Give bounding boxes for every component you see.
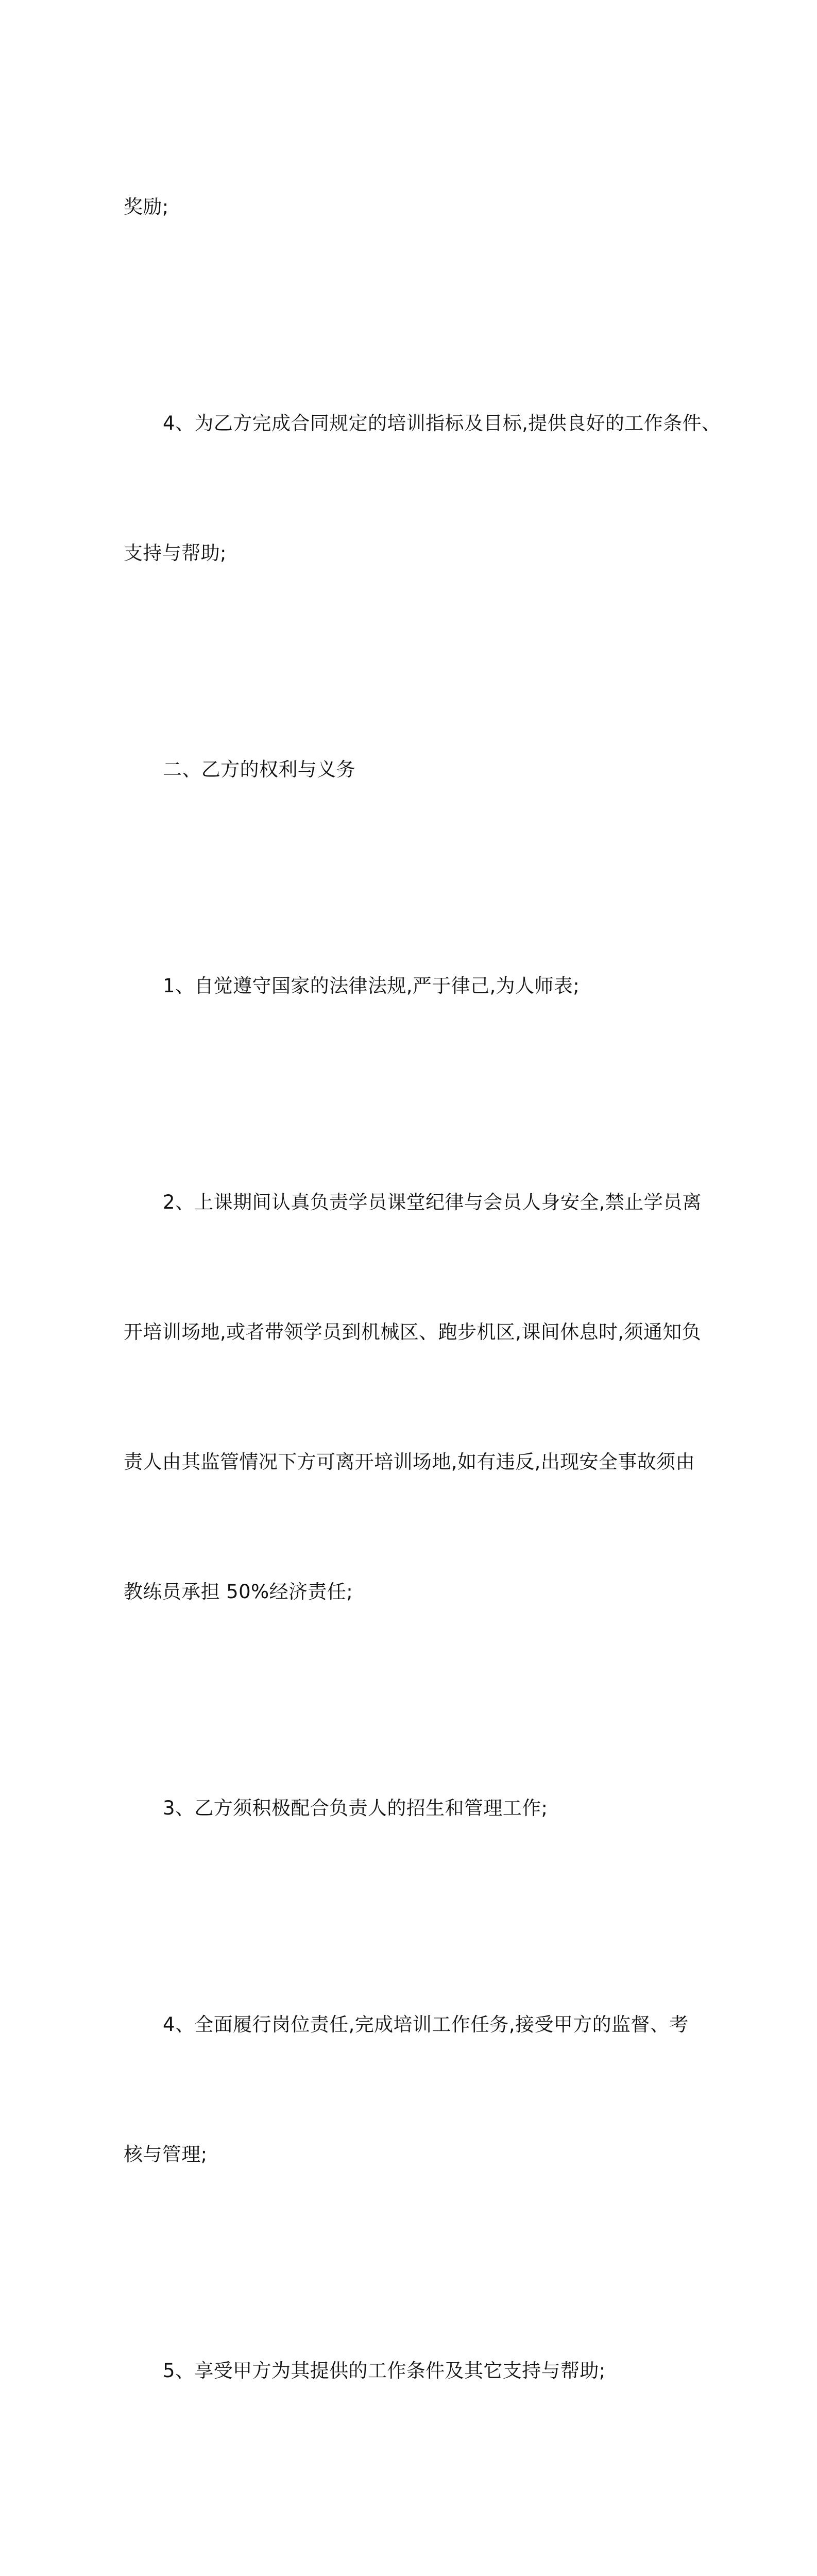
section-heading: 二、乙方的权利与义务 — [163, 758, 355, 781]
paragraph-item-2 — [124, 1094, 701, 1700]
text-line: 2、上课期间认真负责学员课堂纪律与会员人身安全,禁止学员离 — [163, 1191, 702, 1213]
paragraph-item-5 — [124, 2263, 701, 2479]
text-line: 4、全面履行岗位责任,完成培训工作任务,接受甲方的监督、考 — [163, 2013, 689, 2036]
paragraph-party-a-item-4 — [124, 315, 721, 662]
text-line: 支持与帮助; — [124, 542, 227, 564]
paragraph-item-1 — [124, 878, 701, 1094]
paragraph-item-6 — [124, 2479, 701, 2576]
section-heading-party-b — [124, 662, 701, 878]
text-line: 教练员承担 50%经济责任; — [124, 1581, 353, 1603]
text-line: 1、自觉遵守国家的法律法规,严于律己,为人师表; — [163, 975, 580, 997]
text-line: 4、为乙方完成合同规定的培训指标及目标,提供良好的工作条件、 — [163, 412, 721, 434]
text-line: 5、享受甲方为其提供的工作条件及其它支持与帮助; — [163, 2360, 606, 2382]
document-body — [124, 99, 721, 2576]
text-line: 奖励; — [124, 196, 169, 218]
text-line: 责人由其监管情况下方可离开培训场地,如有违反,出现安全事故须由 — [124, 1451, 695, 1473]
paragraph-item-4 — [124, 1917, 701, 2263]
text-line: 核与管理; — [124, 2143, 208, 2165]
paragraph-item-3 — [124, 1700, 701, 1917]
paragraph-reward-end — [124, 99, 701, 315]
text-line — [124, 2566, 701, 2576]
text-line: 3、乙方须积极配合负责人的招生和管理工作; — [163, 1797, 548, 1819]
text-line: 开培训场地,或者带领学员到机械区、跑步机区,课间休息时,须通知负 — [124, 1321, 702, 1343]
